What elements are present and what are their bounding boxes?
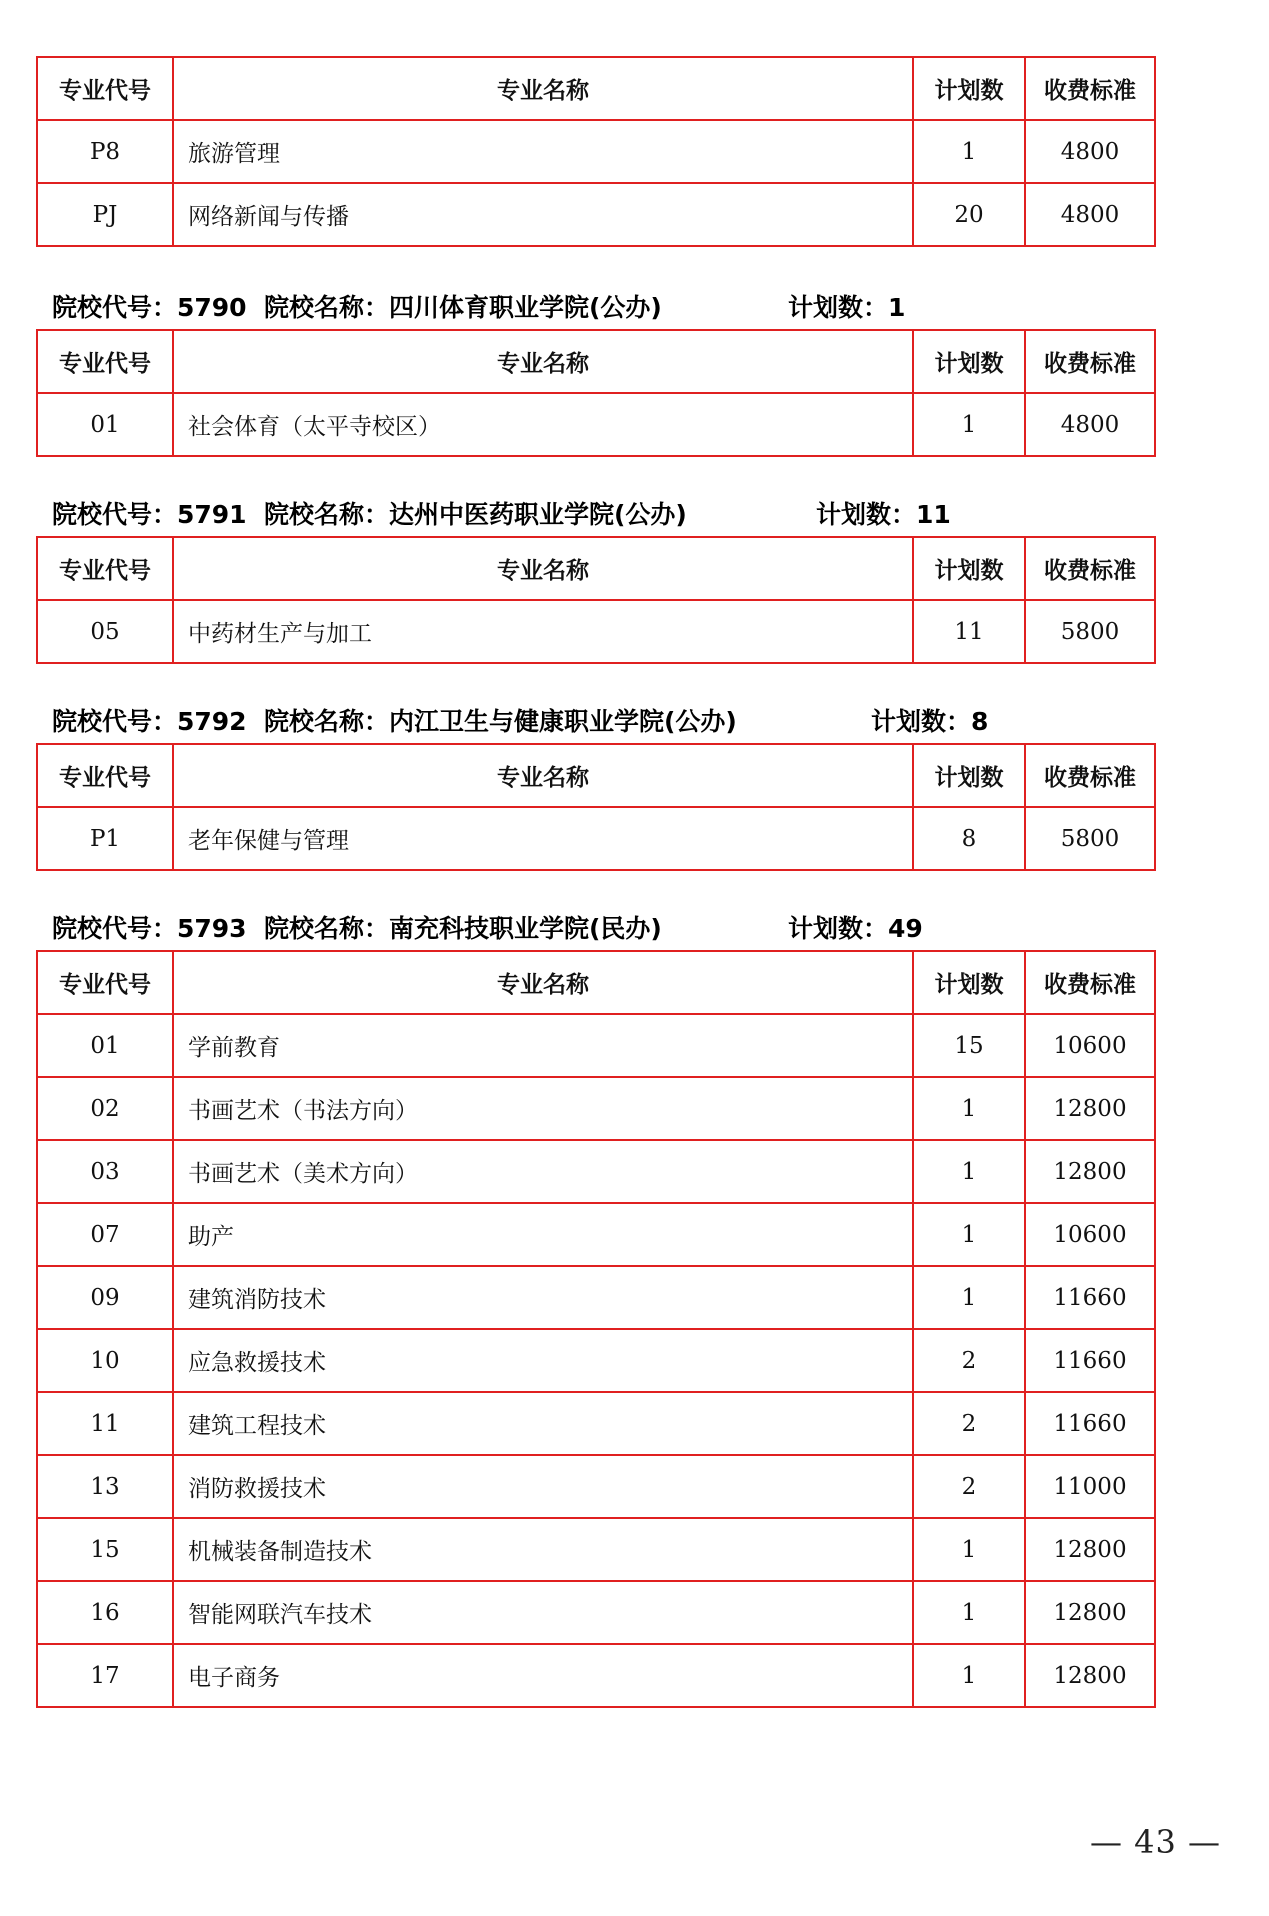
major-code: 17 [37, 1644, 173, 1707]
fee-standard: 10600 [1025, 1014, 1155, 1077]
table-row [37, 1581, 1155, 1644]
major-code: 15 [37, 1518, 173, 1581]
fee-standard: 12800 [1025, 1644, 1155, 1707]
table-row [37, 183, 1155, 246]
table-row [37, 807, 1155, 870]
school-table [36, 329, 1156, 457]
fee-standard: 5800 [1025, 600, 1155, 663]
major-code: 07 [37, 1203, 173, 1266]
major-code: 09 [37, 1266, 173, 1329]
major-name: 旅游管理 [173, 120, 913, 183]
major-name: 老年保健与管理 [173, 807, 913, 870]
header-fee: 收费标准 [1025, 57, 1155, 120]
table-row [37, 1203, 1155, 1266]
table-row [37, 1266, 1155, 1329]
school-table [36, 950, 1156, 1708]
table-row [37, 1014, 1155, 1077]
major-name: 助产 [173, 1203, 913, 1266]
table-row [37, 120, 1155, 183]
plan-count: 1 [913, 1077, 1025, 1140]
plan-count: 1 [913, 1266, 1025, 1329]
header-plan: 计划数 [913, 57, 1025, 120]
header-code: 专业代号 [37, 744, 173, 807]
school-table [36, 536, 1156, 664]
major-name: 中药材生产与加工 [173, 600, 913, 663]
table-row [37, 1455, 1155, 1518]
plan-count: 1 [913, 393, 1025, 456]
plan-count: 2 [913, 1329, 1025, 1392]
fee-standard: 11660 [1025, 1329, 1155, 1392]
plan-count: 1 [913, 1140, 1025, 1203]
major-code: PJ [37, 183, 173, 246]
major-code: 01 [37, 393, 173, 456]
plan-count: 1 [913, 1581, 1025, 1644]
fee-standard: 5800 [1025, 807, 1155, 870]
plan-count: 2 [913, 1455, 1025, 1518]
major-name: 应急救援技术 [173, 1329, 913, 1392]
header-code: 专业代号 [37, 537, 173, 600]
header-name: 专业名称 [173, 744, 913, 807]
table-row [37, 1518, 1155, 1581]
school-heading [52, 702, 1152, 742]
major-name: 网络新闻与传播 [173, 183, 913, 246]
school-info: 院校代号：5793 院校名称：南充科技职业学院(民办) [52, 914, 662, 943]
table-row [37, 393, 1155, 456]
table-header-row [37, 57, 1155, 120]
plan-count: 8 [913, 807, 1025, 870]
school-plan-total: 计划数：1 [788, 293, 906, 322]
major-name: 电子商务 [173, 1644, 913, 1707]
header-fee: 收费标准 [1025, 537, 1155, 600]
table-header-row [37, 330, 1155, 393]
header-fee: 收费标准 [1025, 330, 1155, 393]
fee-standard: 11660 [1025, 1266, 1155, 1329]
fee-standard: 12800 [1025, 1581, 1155, 1644]
major-code: 05 [37, 600, 173, 663]
school-info: 院校代号：5790 院校名称：四川体育职业学院(公办) [52, 293, 662, 322]
major-name: 建筑消防技术 [173, 1266, 913, 1329]
major-code: P1 [37, 807, 173, 870]
major-name: 书画艺术（美术方向） [173, 1140, 913, 1203]
major-code: 13 [37, 1455, 173, 1518]
major-code: 03 [37, 1140, 173, 1203]
fee-standard: 4800 [1025, 183, 1155, 246]
header-code: 专业代号 [37, 330, 173, 393]
plan-count: 1 [913, 1644, 1025, 1707]
plan-count: 1 [913, 120, 1025, 183]
major-code: 01 [37, 1014, 173, 1077]
fee-standard: 11000 [1025, 1455, 1155, 1518]
major-code: 11 [37, 1392, 173, 1455]
continued-table [36, 56, 1156, 247]
major-code: 10 [37, 1329, 173, 1392]
school-info: 院校代号：5791 院校名称：达州中医药职业学院(公办) [52, 500, 687, 529]
header-fee: 收费标准 [1025, 744, 1155, 807]
school-table [36, 743, 1156, 871]
school-plan-total: 计划数：11 [816, 500, 951, 529]
major-name: 机械装备制造技术 [173, 1518, 913, 1581]
header-name: 专业名称 [173, 951, 913, 1014]
table-header-row [37, 537, 1155, 600]
fee-standard: 4800 [1025, 393, 1155, 456]
page-number: — 43 — [1089, 1823, 1221, 1861]
header-code: 专业代号 [37, 951, 173, 1014]
header-name: 专业名称 [173, 537, 913, 600]
table-header-row [37, 951, 1155, 1014]
plan-count: 1 [913, 1203, 1025, 1266]
plan-count: 11 [913, 600, 1025, 663]
major-name: 学前教育 [173, 1014, 913, 1077]
table-row [37, 1140, 1155, 1203]
fee-standard: 11660 [1025, 1392, 1155, 1455]
major-name: 社会体育（太平寺校区） [173, 393, 913, 456]
table-row [37, 600, 1155, 663]
table-header-row [37, 744, 1155, 807]
major-name: 消防救援技术 [173, 1455, 913, 1518]
school-plan-total: 计划数：49 [788, 914, 923, 943]
major-code: 02 [37, 1077, 173, 1140]
header-plan: 计划数 [913, 330, 1025, 393]
school-heading [52, 909, 1152, 949]
fee-standard: 12800 [1025, 1518, 1155, 1581]
plan-count: 1 [913, 1518, 1025, 1581]
table-row [37, 1392, 1155, 1455]
school-heading [52, 495, 1152, 535]
major-code: 16 [37, 1581, 173, 1644]
fee-standard: 12800 [1025, 1077, 1155, 1140]
table-row [37, 1077, 1155, 1140]
major-name: 书画艺术（书法方向） [173, 1077, 913, 1140]
plan-count: 15 [913, 1014, 1025, 1077]
fee-standard: 12800 [1025, 1140, 1155, 1203]
school-info: 院校代号：5792 院校名称：内江卫生与健康职业学院(公办) [52, 707, 737, 736]
school-heading [52, 288, 1152, 328]
school-plan-total: 计划数：8 [871, 707, 989, 736]
table-row [37, 1644, 1155, 1707]
header-plan: 计划数 [913, 744, 1025, 807]
header-name: 专业名称 [173, 330, 913, 393]
fee-standard: 10600 [1025, 1203, 1155, 1266]
fee-standard: 4800 [1025, 120, 1155, 183]
header-plan: 计划数 [913, 951, 1025, 1014]
header-fee: 收费标准 [1025, 951, 1155, 1014]
plan-count: 2 [913, 1392, 1025, 1455]
header-code: 专业代号 [37, 57, 173, 120]
table-row [37, 1329, 1155, 1392]
major-name: 建筑工程技术 [173, 1392, 913, 1455]
header-name: 专业名称 [173, 57, 913, 120]
major-code: P8 [37, 120, 173, 183]
plan-count: 20 [913, 183, 1025, 246]
major-name: 智能网联汽车技术 [173, 1581, 913, 1644]
header-plan: 计划数 [913, 537, 1025, 600]
